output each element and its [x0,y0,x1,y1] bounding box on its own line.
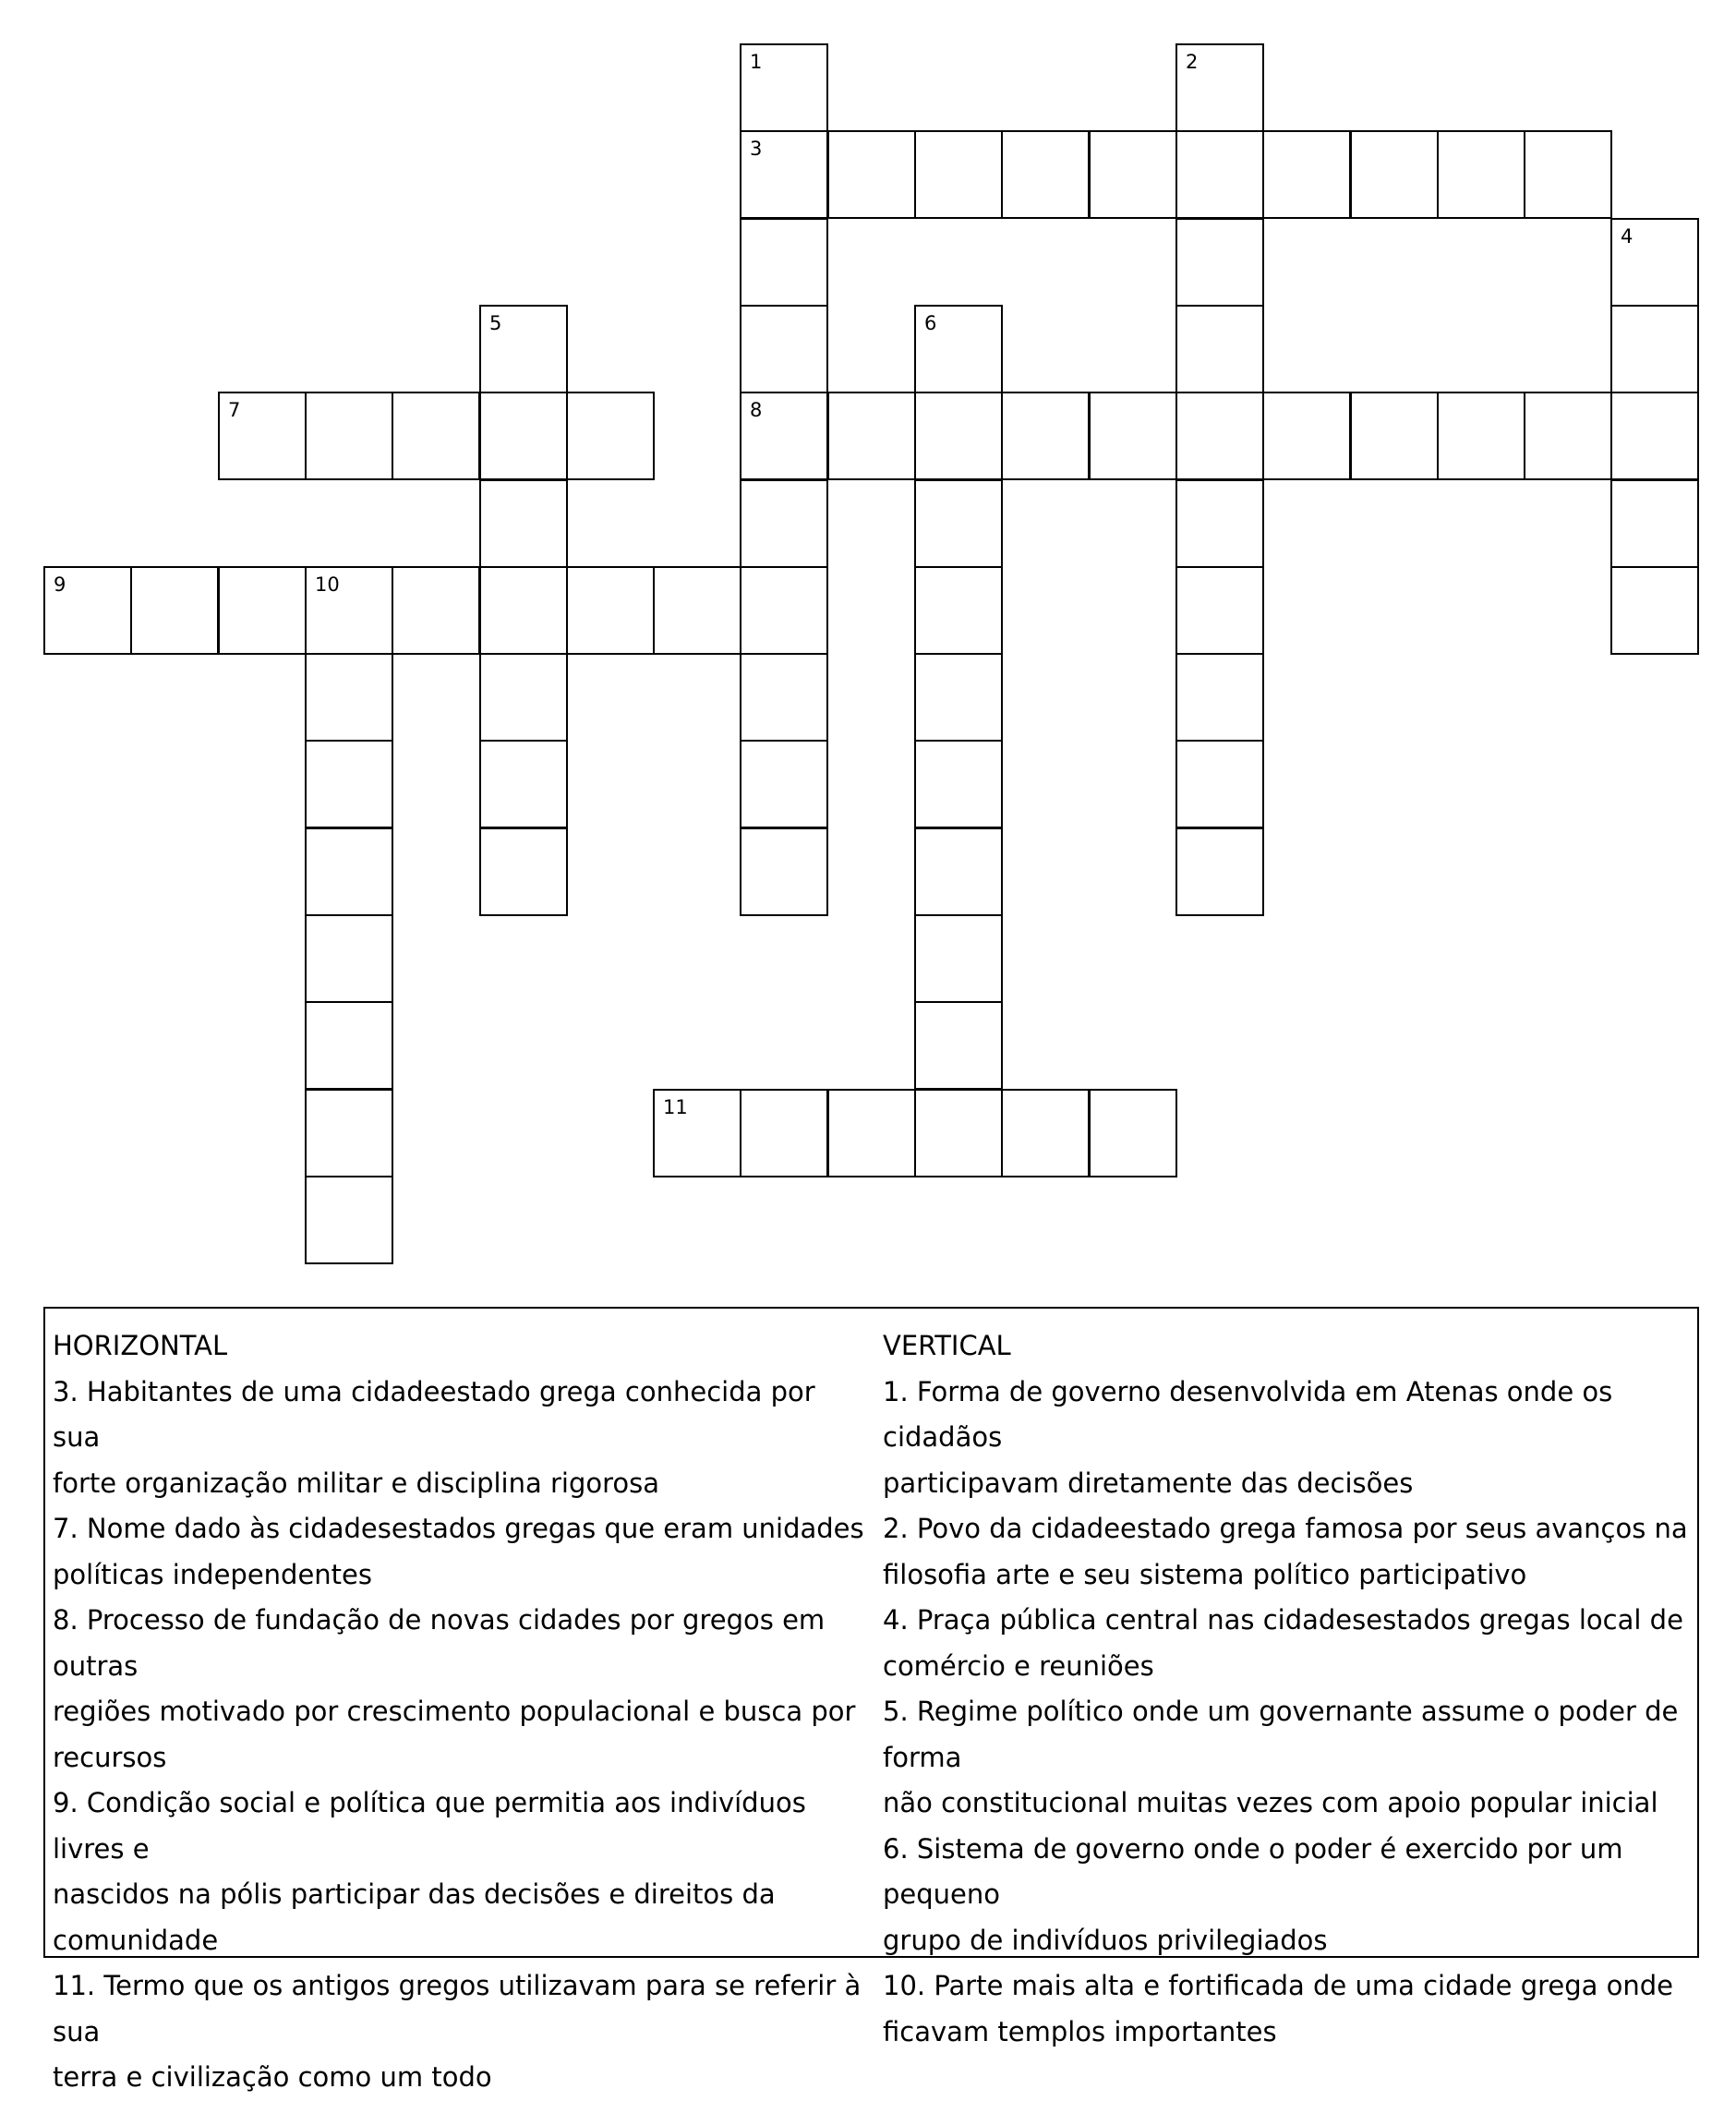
crossword-cell[interactable] [305,392,393,480]
crossword-cell[interactable] [1175,130,1264,219]
crossword-cell[interactable] [479,305,568,393]
clue-line: políticas independentes [53,1558,373,1590]
crossword-cell[interactable] [479,479,568,568]
crossword-cell[interactable] [1175,392,1264,480]
crossword-cell[interactable] [392,392,480,480]
clue-line: nascidos na pólis participar das decisões e direitos da [53,1878,776,1910]
crossword-cell[interactable] [1001,130,1090,219]
clue-line: 11. Termo que os antigos gregos utilizavam para se referir à sua [53,1970,862,2047]
crossword-cell[interactable] [914,740,1003,828]
clue-line: 1. Forma de governo desenvolvida em Atenas onde os cidadãos [883,1375,1613,1453]
clue-number: 8 [750,399,763,421]
vertical-clues [883,1323,1695,2055]
vertical-heading: VERTICAL [883,1330,1011,1361]
crossword-cell[interactable] [1175,740,1264,828]
crossword-cell[interactable] [479,827,568,916]
crossword-cell[interactable] [740,653,828,742]
crossword-cell[interactable] [740,305,828,393]
crossword-cell[interactable] [1610,479,1699,568]
crossword-cell[interactable] [1437,392,1525,480]
crossword-cell[interactable] [914,392,1003,480]
crossword-cell[interactable] [1089,1089,1177,1177]
crossword-cell[interactable] [305,827,393,916]
clue-line: 5. Regime político onde um governante assume o poder de forma [883,1696,1679,1773]
crossword-cell[interactable] [479,392,568,480]
crossword-cell[interactable] [566,392,655,480]
crossword-cell[interactable] [740,566,828,655]
crossword-cell[interactable] [1175,827,1264,916]
crossword-cell[interactable] [1175,305,1264,393]
clues-box [43,1307,1699,2093]
crossword-cell[interactable] [1175,566,1264,655]
clue-number: 7 [228,399,241,421]
clue-number: 2 [1186,51,1199,73]
crossword-cell[interactable] [305,1001,393,1090]
clue-line: 6. Sistema de governo onde o poder é exercido por um pequeno [883,1832,1623,1910]
clue-number: 5 [489,312,502,334]
crossword-cell[interactable] [218,566,307,655]
clue-number: 3 [750,138,763,160]
horizontal-heading: HORIZONTAL [53,1330,228,1361]
clue-line: forte organização militar e disciplina rigorosa [53,1467,660,1499]
crossword-cell[interactable] [914,479,1003,568]
crossword-cell[interactable] [653,566,741,655]
crossword-cell[interactable] [740,1089,828,1177]
clue-line: recursos [53,1741,167,1773]
crossword-cell[interactable] [1175,479,1264,568]
crossword-cell[interactable] [1175,43,1264,132]
crossword-cell[interactable] [914,827,1003,916]
clue-line: 8. Processo de fundação de novas cidades por gregos em outras [53,1604,826,1682]
crossword-cell[interactable] [1175,653,1264,742]
crossword-cell[interactable] [914,1001,1003,1090]
clue-line: 3. Habitantes de uma cidadeestado grega conhecida por sua [53,1375,815,1453]
crossword-cell[interactable] [740,218,828,307]
crossword-cell[interactable] [914,914,1003,1003]
crossword-cell[interactable] [479,566,568,655]
crossword-cell[interactable] [740,827,828,916]
crossword-cell[interactable] [1262,130,1351,219]
clue-line: comércio e reuniões [883,1649,1154,1682]
crossword-cell[interactable] [1610,392,1699,480]
crossword-cell[interactable] [1524,392,1612,480]
crossword-cell[interactable] [1437,130,1525,219]
crossword-cell[interactable] [479,740,568,828]
clue-number: 9 [54,574,66,596]
crossword-cell[interactable] [130,566,219,655]
clue-line: filosofia arte e seu sistema político participativo [883,1558,1527,1590]
crossword-cell[interactable] [827,130,916,219]
clue-line: 9. Condição social e política que permitia aos indivíduos livres e [53,1787,806,1865]
crossword-cell[interactable] [914,130,1003,219]
crossword-cell[interactable] [479,653,568,742]
crossword-cell[interactable] [1524,130,1612,219]
crossword-cell[interactable] [305,914,393,1003]
clue-line: participavam diretamente das decisões [883,1467,1414,1499]
clue-number: 10 [315,574,340,596]
crossword-cell[interactable] [1350,392,1439,480]
crossword-cell[interactable] [740,130,828,219]
clue-line: terra e civilização como um todo [53,2061,492,2093]
clue-line: regiões motivado por crescimento populacional e busca por [53,1696,856,1727]
crossword-cell[interactable] [305,1176,393,1264]
clue-line: 10. Parte mais alta e fortificada de uma cidade grega onde [883,1970,1674,2001]
clue-number: 4 [1621,225,1634,248]
crossword-cell[interactable] [1089,392,1177,480]
crossword-cell[interactable] [305,740,393,828]
crossword-cell[interactable] [218,392,307,480]
crossword-cell[interactable] [1001,392,1090,480]
crossword-cell[interactable] [1089,130,1177,219]
crossword-cell[interactable] [1350,130,1439,219]
crossword-cell[interactable] [740,479,828,568]
crossword-cell[interactable] [827,392,916,480]
clue-line: grupo de indivíduos privilegiados [883,1924,1328,1956]
clue-number: 1 [750,51,763,73]
crossword-cell[interactable] [827,1089,916,1177]
clue-line: 4. Praça pública central nas cidadesestados gregas local de [883,1604,1683,1636]
crossword-cell[interactable] [914,566,1003,655]
crossword-cell[interactable] [43,566,132,655]
clue-line: ficavam templos importantes [883,2015,1277,2047]
crossword-cell[interactable] [1610,566,1699,655]
crossword-cell[interactable] [566,566,655,655]
clue-line: 7. Nome dado às cidadesestados gregas que eram unidades [53,1513,864,1544]
clue-line: comunidade [53,1924,219,1956]
crossword-cell[interactable] [1175,218,1264,307]
crossword-cell[interactable] [1001,1089,1090,1177]
crossword-cell[interactable] [914,653,1003,742]
crossword-cell[interactable] [305,1089,393,1177]
crossword-cell[interactable] [392,566,480,655]
crossword-cell[interactable] [1610,305,1699,393]
crossword-cell[interactable] [1262,392,1351,480]
crossword-cell[interactable] [1610,218,1699,307]
clue-line: não constitucional muitas vezes com apoio popular inicial [883,1787,1658,1818]
horizontal-clues [53,1323,865,2101]
clue-number: 6 [924,312,937,334]
clue-number: 11 [663,1096,688,1118]
crossword-cell[interactable] [740,740,828,828]
crossword-cell[interactable] [914,305,1003,393]
clue-line: 2. Povo da cidadeestado grega famosa por seus avanços na [883,1513,1688,1544]
crossword-cell[interactable] [305,566,393,655]
crossword-cell[interactable] [740,392,828,480]
crossword-cell[interactable] [740,43,828,132]
crossword-cell[interactable] [914,1089,1003,1177]
crossword-cell[interactable] [305,653,393,742]
crossword-cell[interactable] [653,1089,741,1177]
